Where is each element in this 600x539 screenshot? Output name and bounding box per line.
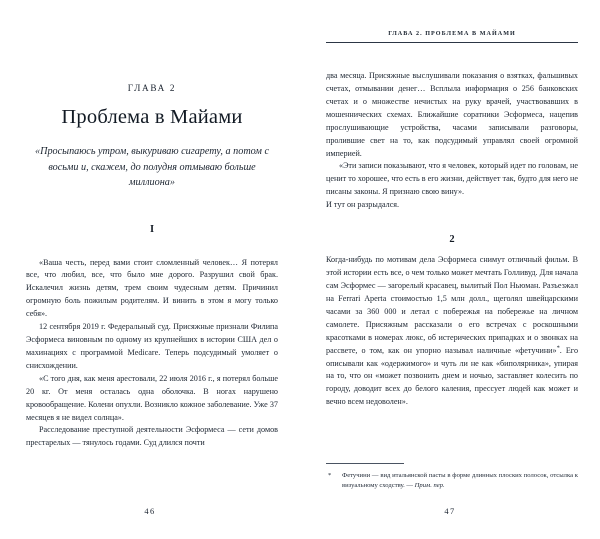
paragraph: «С того дня, как меня арестовали, 22 июля 2016 г., я потерял больше 20 кг. От меня осталась одна оболочка. В ногах нарушено кровообращение. Колени опухли. Возникло кожное заболевание. Уже 37 месяцев я не видел солнца». — [26, 373, 278, 422]
chapter-title: Проблема в Майами — [61, 106, 243, 128]
section-number-1: I — [149, 223, 155, 235]
right-page — [300, 0, 600, 539]
footnote-area — [326, 463, 578, 492]
paragraph: 12 сентября 2019 г. Федеральный суд. Присяжные признали Филипа Эсформеса виновным по одному из крупнейших в истории США дел о махинациях с программой Medicare. Теперь подсудимый умоляет о снисхождении. — [26, 322, 278, 370]
right-page-body-section2 — [326, 254, 578, 409]
page-number-right: 47 — [444, 507, 456, 516]
paragraph: Расследование преступной деятельности Эсформеса — сети домов престарелых — тянулось годами. Суд длился почти — [26, 425, 278, 448]
chapter-epigraph: «Просыпаюсь утром, выкуриваю сигарету, а потом с восьми и, скажем, до полудня отмываю больше миллиона» — [35, 146, 269, 188]
page-number-left: 46 — [144, 507, 156, 516]
paragraph: два месяца. Присяжные выслушивали показания о взятках, фальшивых счетах, отмывании денег… Всплыла информация о 256 банковских счетах и о множестве нечистых на руку врачей, участвовавших в мошеннических схемах. Ближайшие соратники Эсформеса, нацепив прослушивающие устройства, часами записывали разговоры, пролившие свет на то, как подсудимый управлял своей огромной империей. — [326, 71, 578, 158]
section-number-2: 2 — [449, 234, 455, 246]
paragraph-text-part-2: . Его описывали как «одержимого» и чуть ли не как «биполярника», упирая на то, что он «может позвонить днем и ночью, заставляет колесить по городу, доводит всех до белого каления, прессует людей как может и вечно всем недоволен». — [326, 345, 579, 407]
footnote-text: Фетучини — вид итальянской пасты в форме длинных плоских полосок, отсылка к визуальному сходству. — — [342, 471, 578, 490]
chapter-label: ГЛАВА 2 — [127, 83, 177, 93]
footnote-star: * — [328, 471, 332, 479]
paragraph — [326, 254, 578, 409]
footnote-body — [342, 471, 578, 492]
right-page-body-top — [326, 70, 578, 212]
paragraph: И тут он разрыдался. — [326, 200, 400, 210]
left-page-body — [26, 257, 278, 451]
footnote-reference[interactable]: * — [556, 343, 560, 351]
paragraph: «Эти записи показывают, что я человек, который идет по головам, не ценит то хорошее, что есть в его жизни, действует так, будто для него не писаны законы. Я признаю свою вину». — [326, 161, 578, 197]
footnote — [326, 471, 578, 492]
running-head-rule — [326, 42, 578, 43]
running-head: ГЛАВА 2. ПРОБЛЕМА В МАЙАМИ — [388, 31, 516, 37]
paragraph-text-part-1: Когда-нибудь по мотивам дела Эсформеса снимут отличный фильм. В этой истории есть все, о чем только может мечтать Голливуд. Для начала сам Эсформес — загорелый красавец, вылитый Пол Ньюман. Разъезжал на Ferrari Aperta стоимостью 1,5 млн долл., щеголял швейцарскими часами за 360 000 и летал с побережья на побережье на личном самолете. Присяжным рассказали о его встречах с роскошными красотками в номерах люкс, об истерических припадках и о звонках на рассвете, о том, как он упорно называл наличные «фетучини» — [326, 255, 579, 355]
paragraph: «Ваша честь, перед вами стоит сломленный человек… Я потерял все, что любил, все, что было мне дорого. Разрушил свой брак. Искалечил жизнь детям, трем своим чудесным детям. Причинил огромную боль пожилым родителям. И винить в этом я могу только себя». — [26, 257, 278, 319]
footnote-separator — [326, 463, 404, 464]
footnote-attribution: Прим. пер. — [414, 482, 445, 490]
